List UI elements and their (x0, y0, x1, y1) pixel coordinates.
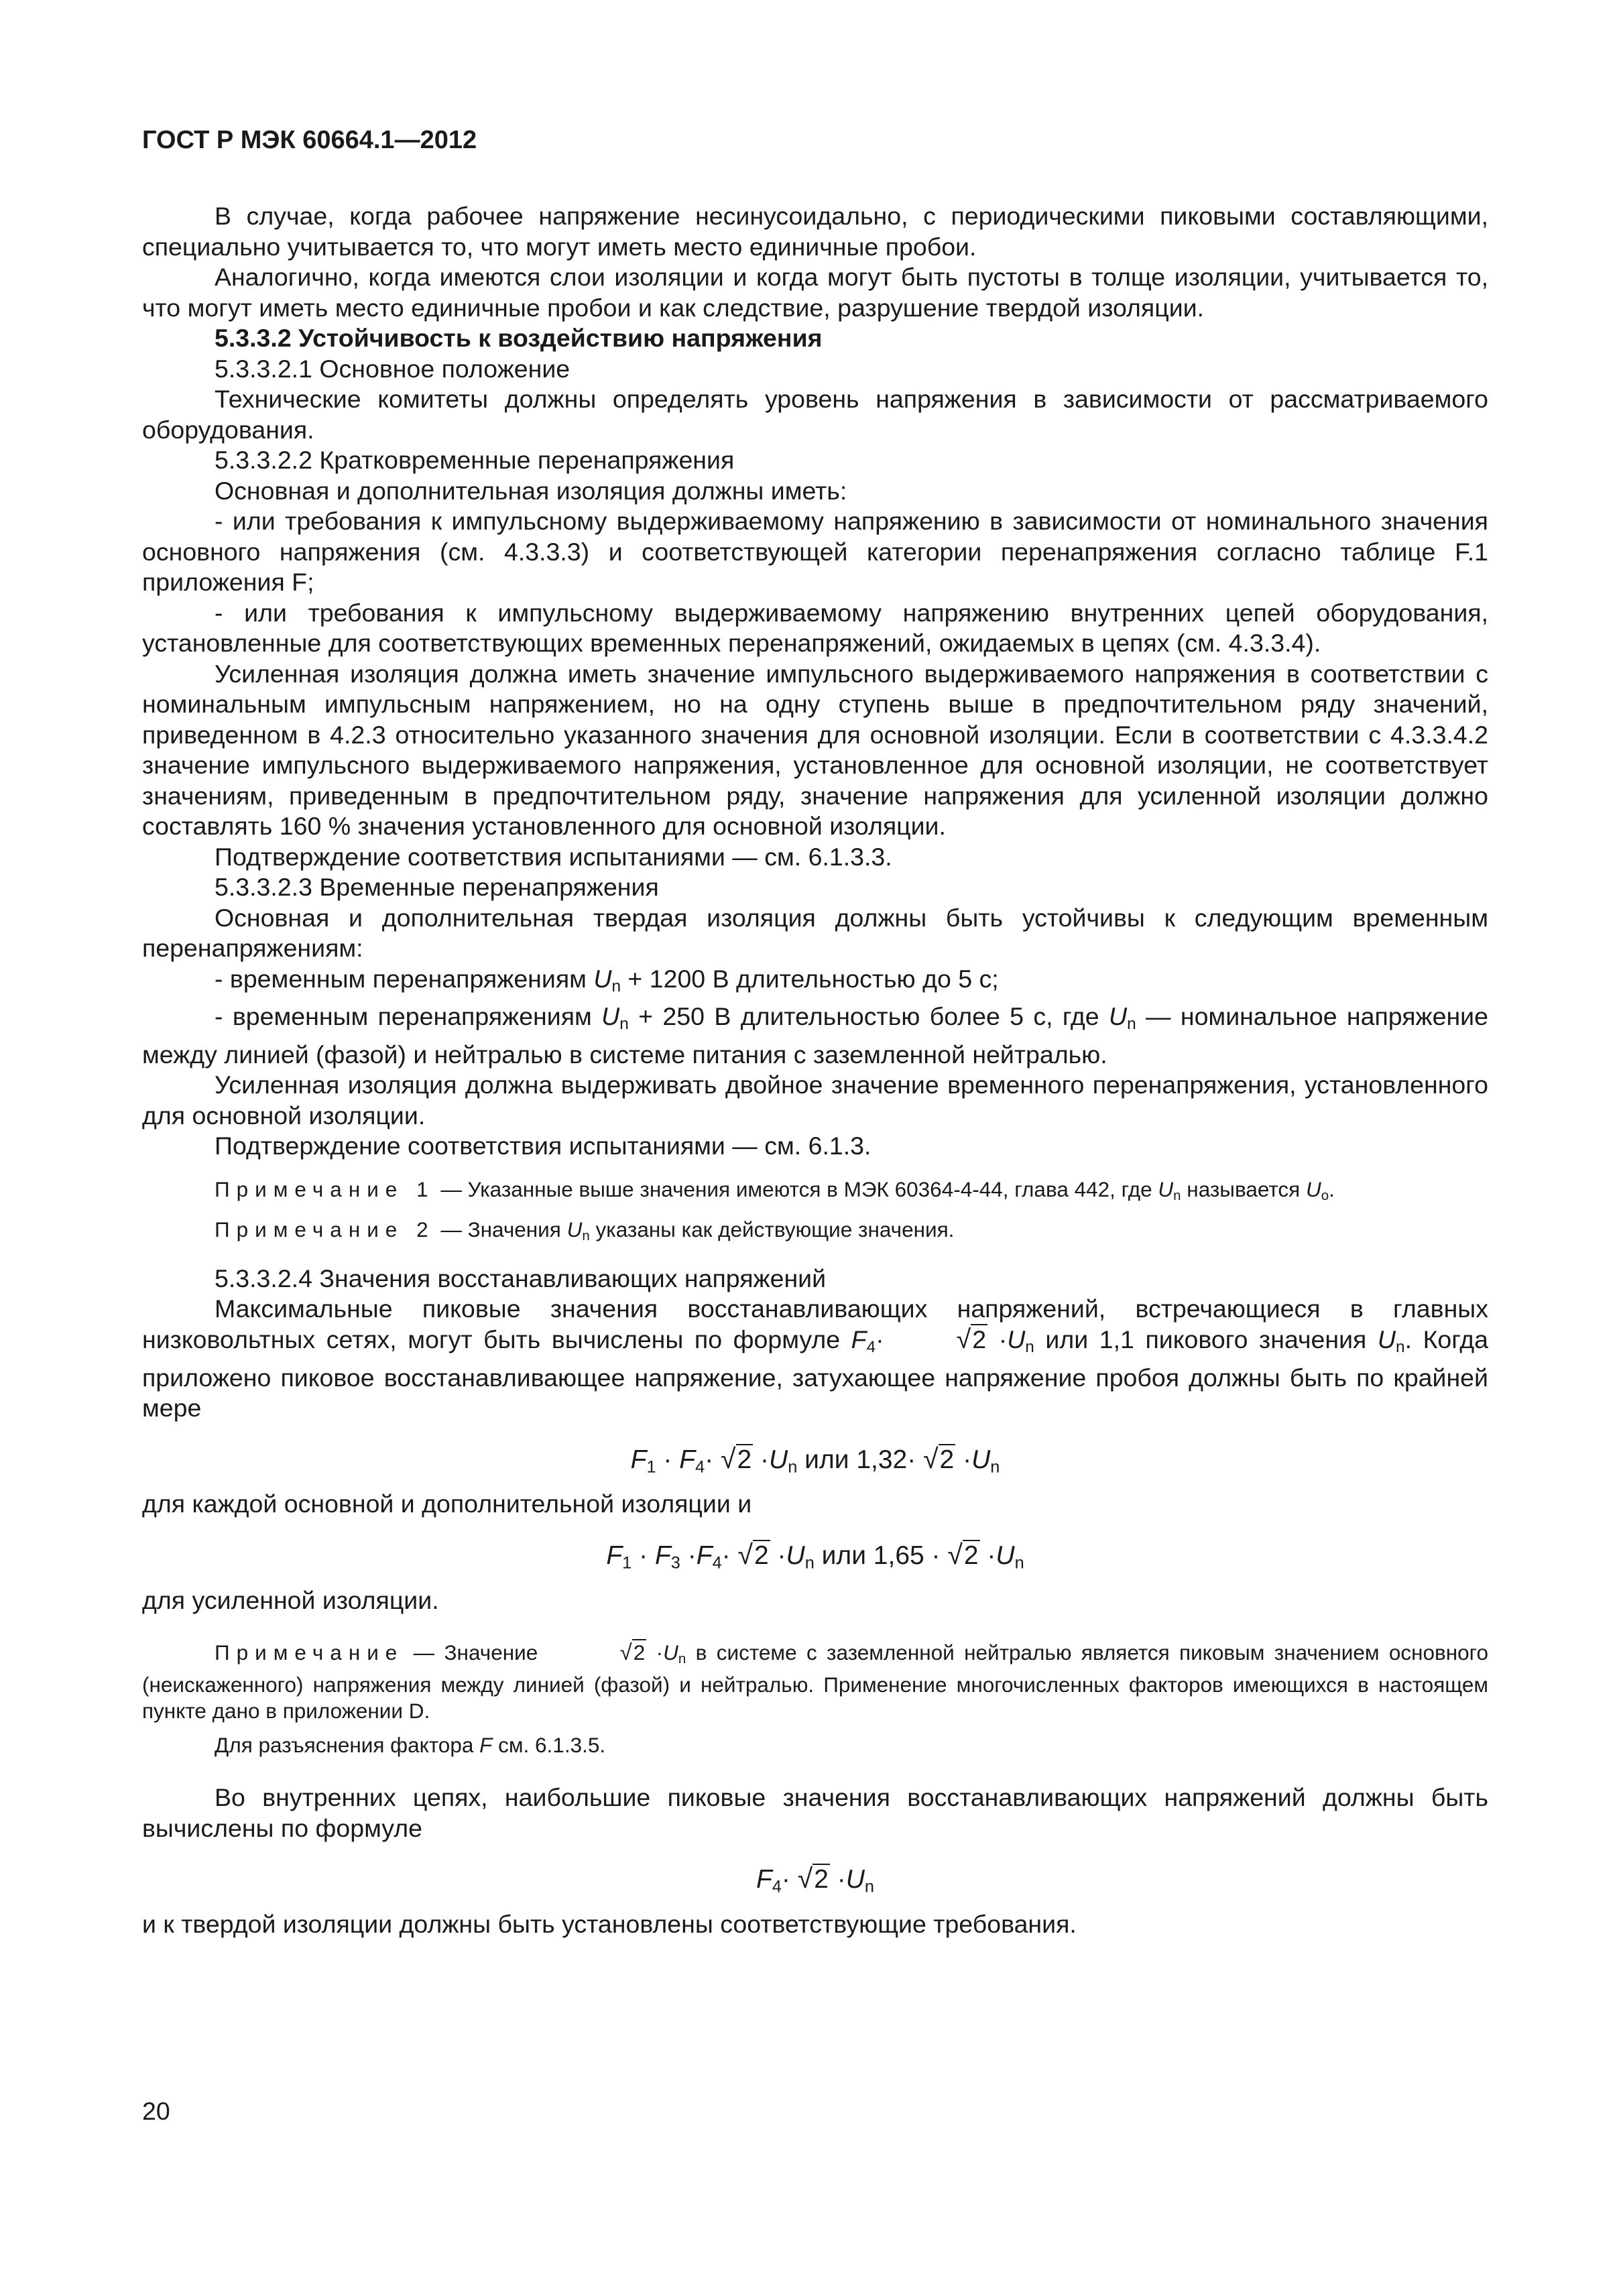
document-header: ГОСТ Р МЭК 60664.1—2012 (142, 126, 477, 154)
paragraph: для усиленной изоляции. (142, 1585, 439, 1614)
sqrt-symbol: √2 (737, 1538, 769, 1570)
paragraph: Усиленная изоляция должна иметь значение импульсного выдерживаемого напряжения в соответствии с номинальным импульсным напряжением, но на одну ступень выше в предпочтительном ряду значений, приведенном в 4.2.3 относительно указанного значения для основной изоляции. Если в соответствии с 4.3.3.4.2 значение импульсного выдерживаемого напряжения, установленное для основной изоляции, не соответствует значениям, приведенным в предпочтительном ряду, значение напряжения для усиленной изоляции должно составлять 160 % значения установленного для основной изоляции. (142, 659, 1488, 840)
subsection-heading: 5.3.3.2.4 Значения восстанавливающих напряжений (215, 1264, 827, 1292)
paragraph: и к твердой изоляции должны быть установлены соответствующие требования. (142, 1910, 1077, 1939)
paragraph: для каждой основной и дополнительной изоляции и (142, 1490, 752, 1518)
paragraph: Основная и дополнительная твердая изоляция должны быть устойчивы к следующим временным перенапряжениям: (142, 903, 1488, 962)
page-number: 20 (142, 2097, 170, 2125)
document-body (142, 201, 1488, 1940)
paragraph: Максимальные пиковые значения восстанавливающих напряжений, встречающиеся в главных низковольтных сетях, могут быть вычислены по формуле $F_4\cdot √2 \cdot U_n$ или 1,1 пикового значения $U_n$. Когда приложено пиковое восстанавливающее напряжение, затухающее напряжение пробоя должны быть по крайней мере (142, 1294, 1489, 1422)
paragraph: Усиленная изоляция должна выдерживать двойное значение временного перенапряжения, установленного для основной изоляции. (142, 1071, 1488, 1130)
sqrt-symbol: √2 (923, 1443, 955, 1474)
paragraph: Основная и дополнительная изоляция должны иметь: (215, 476, 847, 505)
note: Примечание — Значение $√2 \cdot U_n$ в системе с заземленной нейтралью является пиковым значением основного (неискаженного) напряжения между линией (фазой) и нейтралью. Применение многочисленных факторов имеющихся в настоящем пункте дано в приложении D. (142, 1640, 1488, 1724)
section-heading: 5.3.3.2 Устойчивость к воздействию напряжения (215, 324, 823, 352)
sqrt-symbol: √2 (797, 1863, 829, 1894)
list-item: - временным перенапряжениям $U_n + 250$ В длительностью более 5 с, где $U_n$ — номинальное напряжение между линией (фазой) и нейтралью в системе питания с заземленной нейтралью. (142, 1002, 1488, 1069)
formula: $F_1 \cdot F_4\cdot √2 \cdot U_n$ или $1,32\cdot √2 \cdot U_n$ (630, 1443, 1000, 1476)
paragraph: Во внутренних цепях, наибольшие пиковые значения восстанавливающих напряжений должны быть вычислены по формуле (142, 1783, 1488, 1842)
paragraph: Подтверждение соответствия испытаниями — см. 6.1.3. (215, 1132, 871, 1160)
subsection-heading: 5.3.3.2.1 Основное положение (215, 354, 570, 383)
paragraph: Аналогично, когда имеются слои изоляции и когда могут быть пустоты в толще изоляции, учитывается то, что могут иметь место единичные пробои и как следствие, разрушение твердой изоляции. (142, 263, 1488, 322)
list-item: - или требования к импульсному выдерживаемому напряжению внутренних цепей оборудования, установленные для соответствующих временных перенапряжений, ожидаемых в цепях (см. 4.3.3.4). (142, 598, 1488, 657)
formula: $F_4\cdot √2 \cdot U_n$ (756, 1863, 875, 1896)
note: Примечание 1 — Указанные выше значения имеются в МЭК 60364-4-44, глава 442, где $U_n$ называется $U_o$. (215, 1176, 1335, 1203)
sqrt-symbol: √2 (956, 1324, 987, 1354)
paragraph: Подтверждение соответствия испытаниями — см. 6.1.3.3. (215, 842, 892, 871)
paragraph: Технические комитеты должны определять уровень напряжения в зависимости от рассматриваемого оборудования. (142, 385, 1488, 444)
paragraph: В случае, когда рабочее напряжение несинусоидально, с периодическими пиковыми составляющими, специально учитывается то, что могут иметь место единичные пробои. (142, 202, 1488, 261)
list-item: - временным перенапряжениям $U_n + 1200$ В длительностью до 5 с; (215, 964, 999, 995)
note: Примечание 2 — Значения $U_n$ указаны как действующие значения. (215, 1217, 955, 1244)
subsection-heading: 5.3.3.2.2 Кратковременные перенапряжения (215, 446, 735, 474)
formula: $F_1 \cdot F_3 \cdot F_4\cdot √2 \cdot U_n$ или $1,65 \cdot √2 \cdot U_n$ (606, 1538, 1024, 1573)
sqrt-symbol: √2 (947, 1538, 979, 1570)
sqrt-symbol: √2 (721, 1443, 752, 1474)
sqrt-symbol: √2 (619, 1640, 646, 1666)
list-item: - или требования к импульсному выдерживаемому напряжению в зависимости от номинального значения основного напряжения (см. 4.3.3.3) и соответствующей категории перенапряжения согласно таблице F.1 приложения F; (142, 507, 1488, 596)
note: Для разъяснения фактора F см. 6.1.3.5. (215, 1733, 606, 1758)
subsection-heading: 5.3.3.2.3 Временные перенапряжения (215, 873, 659, 901)
